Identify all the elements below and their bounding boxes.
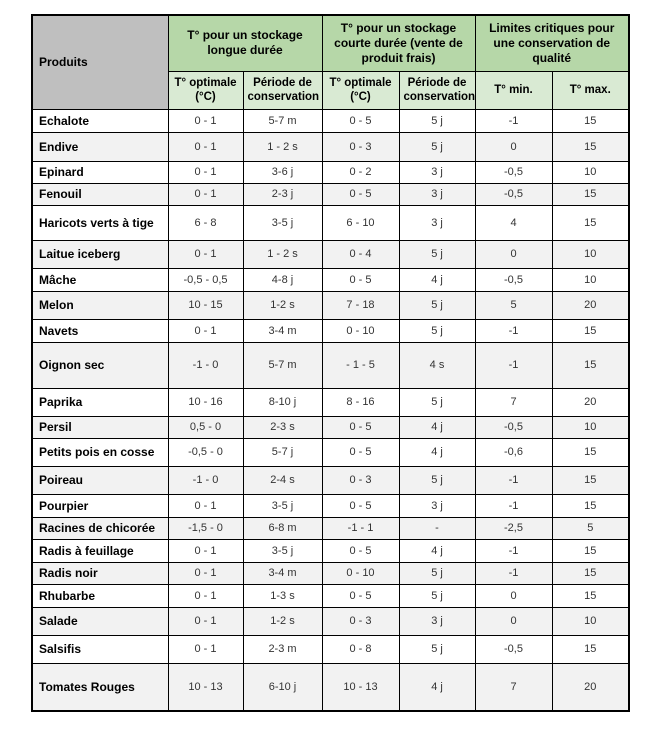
cell-t-max: 15 (552, 466, 629, 494)
table-row (32, 161, 629, 183)
cell-t-optimale-longue: -1 - 0 (168, 342, 243, 388)
table-row (32, 388, 629, 416)
cell-periode-longue: 5-7 j (243, 438, 322, 466)
cell-periode-longue: 4-8 j (243, 268, 322, 291)
cell-t-optimale-longue: 0 - 1 (168, 607, 243, 635)
subheader-periode-longue: Période de conservation (243, 71, 322, 109)
cell-periode-longue: 6-8 m (243, 517, 322, 539)
cell-t-optimale-longue: 10 - 16 (168, 388, 243, 416)
cell-periode-courte: 5 j (399, 132, 475, 161)
cell-t-optimale-courte: 0 - 5 (322, 109, 399, 132)
table-row (32, 562, 629, 584)
cell-t-optimale-courte: 0 - 10 (322, 562, 399, 584)
cell-t-min: -0,5 (475, 416, 552, 438)
cell-t-optimale-courte: 0 - 10 (322, 319, 399, 342)
cell-t-optimale-courte: 0 - 8 (322, 635, 399, 663)
cell-t-optimale-longue: 0 - 1 (168, 635, 243, 663)
cell-t-optimale-longue: 0 - 1 (168, 240, 243, 268)
cell-periode-longue: 5-7 m (243, 109, 322, 132)
cell-t-max: 10 (552, 607, 629, 635)
product-name: Fenouil (32, 183, 168, 205)
cell-t-optimale-courte: 6 - 10 (322, 205, 399, 240)
cell-periode-courte: - (399, 517, 475, 539)
table-row (32, 635, 629, 663)
cell-periode-courte: 5 j (399, 562, 475, 584)
cell-t-max: 15 (552, 109, 629, 132)
cell-periode-courte: 3 j (399, 205, 475, 240)
cell-t-min: 0 (475, 132, 552, 161)
cell-t-min: -1 (475, 319, 552, 342)
cell-t-max: 10 (552, 268, 629, 291)
subheader-t-optimale-longue: T° optimale (°C) (168, 71, 243, 109)
cell-t-min: 7 (475, 388, 552, 416)
cell-t-min: 0 (475, 584, 552, 607)
product-name: Paprika (32, 388, 168, 416)
table-row (32, 663, 629, 711)
cell-t-max: 15 (552, 319, 629, 342)
table-row (32, 438, 629, 466)
cell-t-optimale-courte: 0 - 3 (322, 466, 399, 494)
table-row (32, 132, 629, 161)
cell-t-optimale-courte: 0 - 4 (322, 240, 399, 268)
product-name: Echalote (32, 109, 168, 132)
cell-periode-courte: 5 j (399, 635, 475, 663)
group-header-critical-limits: Limites critiques pour une conservation de qualité (475, 15, 629, 71)
cell-t-max: 15 (552, 494, 629, 517)
cell-t-optimale-courte: 0 - 5 (322, 416, 399, 438)
cell-periode-courte: 4 j (399, 663, 475, 711)
cell-t-min: -2,5 (475, 517, 552, 539)
cell-t-min: -0,5 (475, 161, 552, 183)
product-name: Salade (32, 607, 168, 635)
cell-t-max: 15 (552, 562, 629, 584)
cell-t-optimale-courte: 0 - 2 (322, 161, 399, 183)
subheader-t-max: T° max. (552, 71, 629, 109)
cell-periode-courte: 4 j (399, 438, 475, 466)
group-header-short-storage: T° pour un stockage courte durée (vente de produit frais) (322, 15, 475, 71)
cell-periode-longue: 3-5 j (243, 494, 322, 517)
table-body (32, 109, 629, 711)
cell-periode-longue: 2-3 m (243, 635, 322, 663)
cell-t-max: 5 (552, 517, 629, 539)
cell-periode-courte: 4 s (399, 342, 475, 388)
cell-t-min: 5 (475, 291, 552, 319)
cell-t-min: -1 (475, 539, 552, 562)
cell-periode-courte: 5 j (399, 319, 475, 342)
cell-periode-courte: 5 j (399, 466, 475, 494)
subheader-t-optimale-courte: T° optimale (°C) (322, 71, 399, 109)
cell-t-min: 0 (475, 607, 552, 635)
cell-periode-courte: 4 j (399, 539, 475, 562)
table-row (32, 539, 629, 562)
cell-t-optimale-longue: 0 - 1 (168, 183, 243, 205)
cell-t-max: 10 (552, 240, 629, 268)
cell-periode-longue: 1-2 s (243, 291, 322, 319)
cell-t-optimale-longue: 0 - 1 (168, 109, 243, 132)
cell-periode-courte: 5 j (399, 388, 475, 416)
cell-t-optimale-longue: 0 - 1 (168, 562, 243, 584)
cell-t-max: 15 (552, 132, 629, 161)
cell-t-optimale-courte: - 1 - 5 (322, 342, 399, 388)
cell-t-optimale-courte: -1 - 1 (322, 517, 399, 539)
cell-periode-longue: 2-3 j (243, 183, 322, 205)
cell-periode-courte: 5 j (399, 109, 475, 132)
cell-periode-longue: 2-4 s (243, 466, 322, 494)
product-name: Tomates Rouges (32, 663, 168, 711)
table-row (32, 291, 629, 319)
product-name: Rhubarbe (32, 584, 168, 607)
cell-periode-longue: 1 - 2 s (243, 132, 322, 161)
cell-t-max: 15 (552, 205, 629, 240)
cell-t-max: 15 (552, 539, 629, 562)
product-name: Radis à feuillage (32, 539, 168, 562)
table-row (32, 517, 629, 539)
cell-t-optimale-courte: 0 - 5 (322, 438, 399, 466)
product-name: Racines de chicorée (32, 517, 168, 539)
cell-periode-longue: 1-3 s (243, 584, 322, 607)
cell-t-optimale-courte: 8 - 16 (322, 388, 399, 416)
cell-periode-courte: 4 j (399, 268, 475, 291)
product-name: Epinard (32, 161, 168, 183)
cell-t-optimale-courte: 0 - 3 (322, 607, 399, 635)
table-row (32, 205, 629, 240)
cell-periode-longue: 5-7 m (243, 342, 322, 388)
cell-periode-courte: 5 j (399, 584, 475, 607)
storage-temperature-table (31, 14, 630, 712)
cell-t-min: -0,6 (475, 438, 552, 466)
group-header-long-storage: T° pour un stockage longue durée (168, 15, 322, 71)
table-row (32, 183, 629, 205)
table-row (32, 319, 629, 342)
table-header (32, 15, 629, 109)
cell-t-optimale-courte: 0 - 5 (322, 183, 399, 205)
cell-t-max: 15 (552, 183, 629, 205)
cell-t-optimale-longue: -0,5 - 0,5 (168, 268, 243, 291)
table-row (32, 607, 629, 635)
subheader-periode-courte: Période de conservation (399, 71, 475, 109)
cell-t-min: -0,5 (475, 183, 552, 205)
product-name: Laitue iceberg (32, 240, 168, 268)
cell-t-optimale-longue: 0 - 1 (168, 132, 243, 161)
product-name: Radis noir (32, 562, 168, 584)
product-name: Endive (32, 132, 168, 161)
cell-periode-courte: 3 j (399, 607, 475, 635)
cell-t-min: -1 (475, 342, 552, 388)
cell-t-optimale-longue: 10 - 15 (168, 291, 243, 319)
product-name: Melon (32, 291, 168, 319)
table-row (32, 268, 629, 291)
cell-periode-courte: 5 j (399, 240, 475, 268)
cell-t-min: 0 (475, 240, 552, 268)
cell-t-optimale-courte: 0 - 5 (322, 494, 399, 517)
cell-periode-courte: 5 j (399, 291, 475, 319)
cell-periode-longue: 3-6 j (243, 161, 322, 183)
cell-t-min: 7 (475, 663, 552, 711)
table-row (32, 240, 629, 268)
cell-t-min: -1 (475, 466, 552, 494)
cell-t-max: 20 (552, 291, 629, 319)
cell-periode-longue: 3-5 j (243, 205, 322, 240)
cell-t-optimale-longue: -0,5 - 0 (168, 438, 243, 466)
cell-t-min: -1 (475, 494, 552, 517)
cell-t-max: 20 (552, 663, 629, 711)
product-name: Poireau (32, 466, 168, 494)
table-row (32, 466, 629, 494)
cell-periode-courte: 3 j (399, 161, 475, 183)
cell-t-optimale-longue: -1 - 0 (168, 466, 243, 494)
cell-t-optimale-longue: -1,5 - 0 (168, 517, 243, 539)
cell-t-optimale-courte: 7 - 18 (322, 291, 399, 319)
product-name: Haricots verts à tige (32, 205, 168, 240)
cell-periode-longue: 8-10 j (243, 388, 322, 416)
table-row (32, 494, 629, 517)
cell-t-optimale-courte: 0 - 5 (322, 539, 399, 562)
cell-t-max: 15 (552, 635, 629, 663)
products-column-header: Produits (32, 15, 168, 109)
cell-t-max: 15 (552, 584, 629, 607)
table-row (32, 109, 629, 132)
cell-t-min: -1 (475, 562, 552, 584)
cell-periode-longue: 6-10 j (243, 663, 322, 711)
cell-t-optimale-courte: 10 - 13 (322, 663, 399, 711)
cell-t-max: 20 (552, 388, 629, 416)
product-name: Salsifis (32, 635, 168, 663)
cell-t-optimale-longue: 10 - 13 (168, 663, 243, 711)
cell-t-optimale-longue: 6 - 8 (168, 205, 243, 240)
cell-t-max: 10 (552, 416, 629, 438)
cell-periode-longue: 2-3 s (243, 416, 322, 438)
table-row (32, 416, 629, 438)
cell-t-optimale-longue: 0 - 1 (168, 584, 243, 607)
table-row (32, 584, 629, 607)
cell-t-max: 15 (552, 438, 629, 466)
cell-periode-courte: 3 j (399, 183, 475, 205)
subheader-t-min: T° min. (475, 71, 552, 109)
cell-periode-longue: 3-4 m (243, 562, 322, 584)
cell-t-optimale-longue: 0 - 1 (168, 161, 243, 183)
cell-t-min: -0,5 (475, 268, 552, 291)
cell-t-optimale-longue: 0,5 - 0 (168, 416, 243, 438)
cell-t-optimale-longue: 0 - 1 (168, 539, 243, 562)
product-name: Petits pois en cosse (32, 438, 168, 466)
cell-t-max: 10 (552, 161, 629, 183)
cell-t-min: -1 (475, 109, 552, 132)
cell-periode-longue: 1 - 2 s (243, 240, 322, 268)
cell-t-optimale-longue: 0 - 1 (168, 319, 243, 342)
cell-t-optimale-courte: 0 - 3 (322, 132, 399, 161)
cell-t-optimale-courte: 0 - 5 (322, 584, 399, 607)
cell-t-min: 4 (475, 205, 552, 240)
cell-t-min: -0,5 (475, 635, 552, 663)
product-name: Mâche (32, 268, 168, 291)
product-name: Navets (32, 319, 168, 342)
product-name: Pourpier (32, 494, 168, 517)
cell-t-max: 15 (552, 342, 629, 388)
cell-periode-longue: 1-2 s (243, 607, 322, 635)
cell-periode-courte: 4 j (399, 416, 475, 438)
cell-periode-courte: 3 j (399, 494, 475, 517)
product-name: Persil (32, 416, 168, 438)
table-row (32, 342, 629, 388)
cell-periode-longue: 3-4 m (243, 319, 322, 342)
product-name: Oignon sec (32, 342, 168, 388)
cell-t-optimale-longue: 0 - 1 (168, 494, 243, 517)
cell-t-optimale-courte: 0 - 5 (322, 268, 399, 291)
cell-periode-longue: 3-5 j (243, 539, 322, 562)
